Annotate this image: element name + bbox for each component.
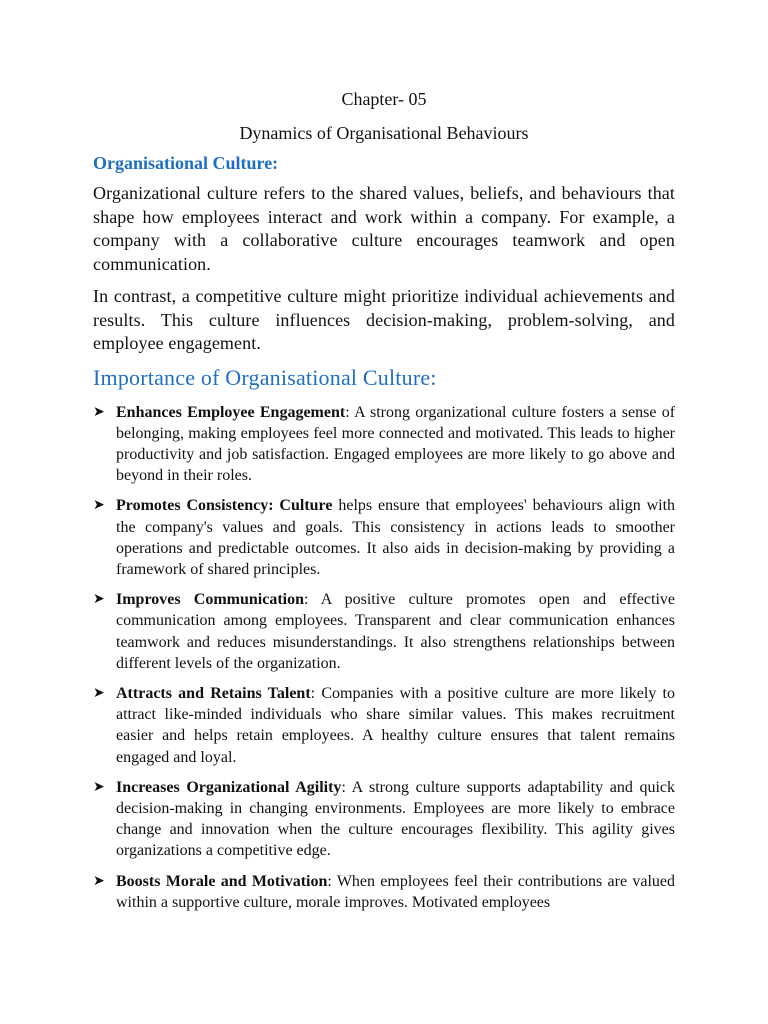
item-text: When employees feel their contributions are valued within a supportive culture, morale improves. Motivated employees [116, 872, 676, 911]
paragraph: In contrast, a competitive culture might prioritize individual achievements and results. This culture influences decision-making, problem-solving, and employee engagement. [93, 286, 675, 353]
section-heading: Organisational Culture: [93, 153, 279, 173]
list-item [93, 777, 675, 862]
item-separator: : [310, 684, 322, 702]
item-text: A strong culture supports adaptability and quick decision-making in changing environments. Employees are more likely to embrace change and innovation when the culture encourages flexibility. This agility gives organizations a competitive edge. [116, 778, 676, 860]
item-text: helps ensure that employees' behaviours align with the company's values and goals. This consistency in actions leads to smoother operations and predictable outcomes. It also aids in decision-making by providing a framework of shared principles. [116, 497, 676, 578]
item-title: Attracts and Retains Talent [116, 684, 311, 702]
arrowhead-bullet-icon: ➤ [93, 404, 105, 420]
list-item [93, 589, 675, 674]
arrowhead-bullet-icon: ➤ [93, 873, 105, 889]
arrowhead-bullet-icon: ➤ [93, 592, 105, 608]
list-item [93, 402, 675, 487]
item-separator: : [327, 872, 337, 890]
item-text: Companies with a positive culture are more likely to attract like-minded individuals who share similar values. This makes recruitment easier and helps retain employees. A healthy culture ensures that talent remains engaged and loyal. [116, 684, 675, 766]
importance-list [93, 402, 675, 913]
list-item [93, 683, 675, 768]
item-text: A strong organizational culture fosters a sense of belonging, making employees feel more connected and motivated. This leads to higher productivity and job satisfaction. Engaged employees are more likely to go above and beyond in their roles. [116, 403, 676, 485]
document-page [93, 86, 675, 922]
item-text: A positive culture promotes open and effective communication among employees. Transparent and clear communication enhances teamwork and reduces misunderstandings. It also strengthens relationships between different levels of the organization. [116, 591, 675, 672]
list-item [93, 871, 675, 913]
list-item [93, 495, 675, 580]
item-title: Boosts Morale and Motivation [116, 872, 328, 890]
item-title: Increases Organizational Agility [116, 778, 342, 796]
item-separator: : [345, 403, 355, 421]
item-title: Enhances Employee Engagement [116, 403, 346, 421]
importance-heading: Importance of Organisational Culture: [93, 364, 437, 390]
chapter-title: Chapter- 05 [341, 89, 427, 109]
item-title: Promotes Consistency: Culture [116, 497, 333, 515]
arrowhead-bullet-icon: ➤ [93, 498, 105, 514]
arrowhead-bullet-icon: ➤ [93, 779, 105, 795]
arrowhead-bullet-icon: ➤ [93, 685, 105, 701]
paragraph: Organizational culture refers to the shared values, beliefs, and behaviours that shape how employees interact and work within a company. For example, a company with a collaborative culture encourages teamwork and open communication. [93, 183, 675, 274]
item-separator: : [341, 778, 352, 796]
item-separator: : [304, 591, 321, 609]
chapter-subtitle: Dynamics of Organisational Behaviours [239, 123, 529, 143]
item-title: Improves Communication [116, 591, 304, 609]
